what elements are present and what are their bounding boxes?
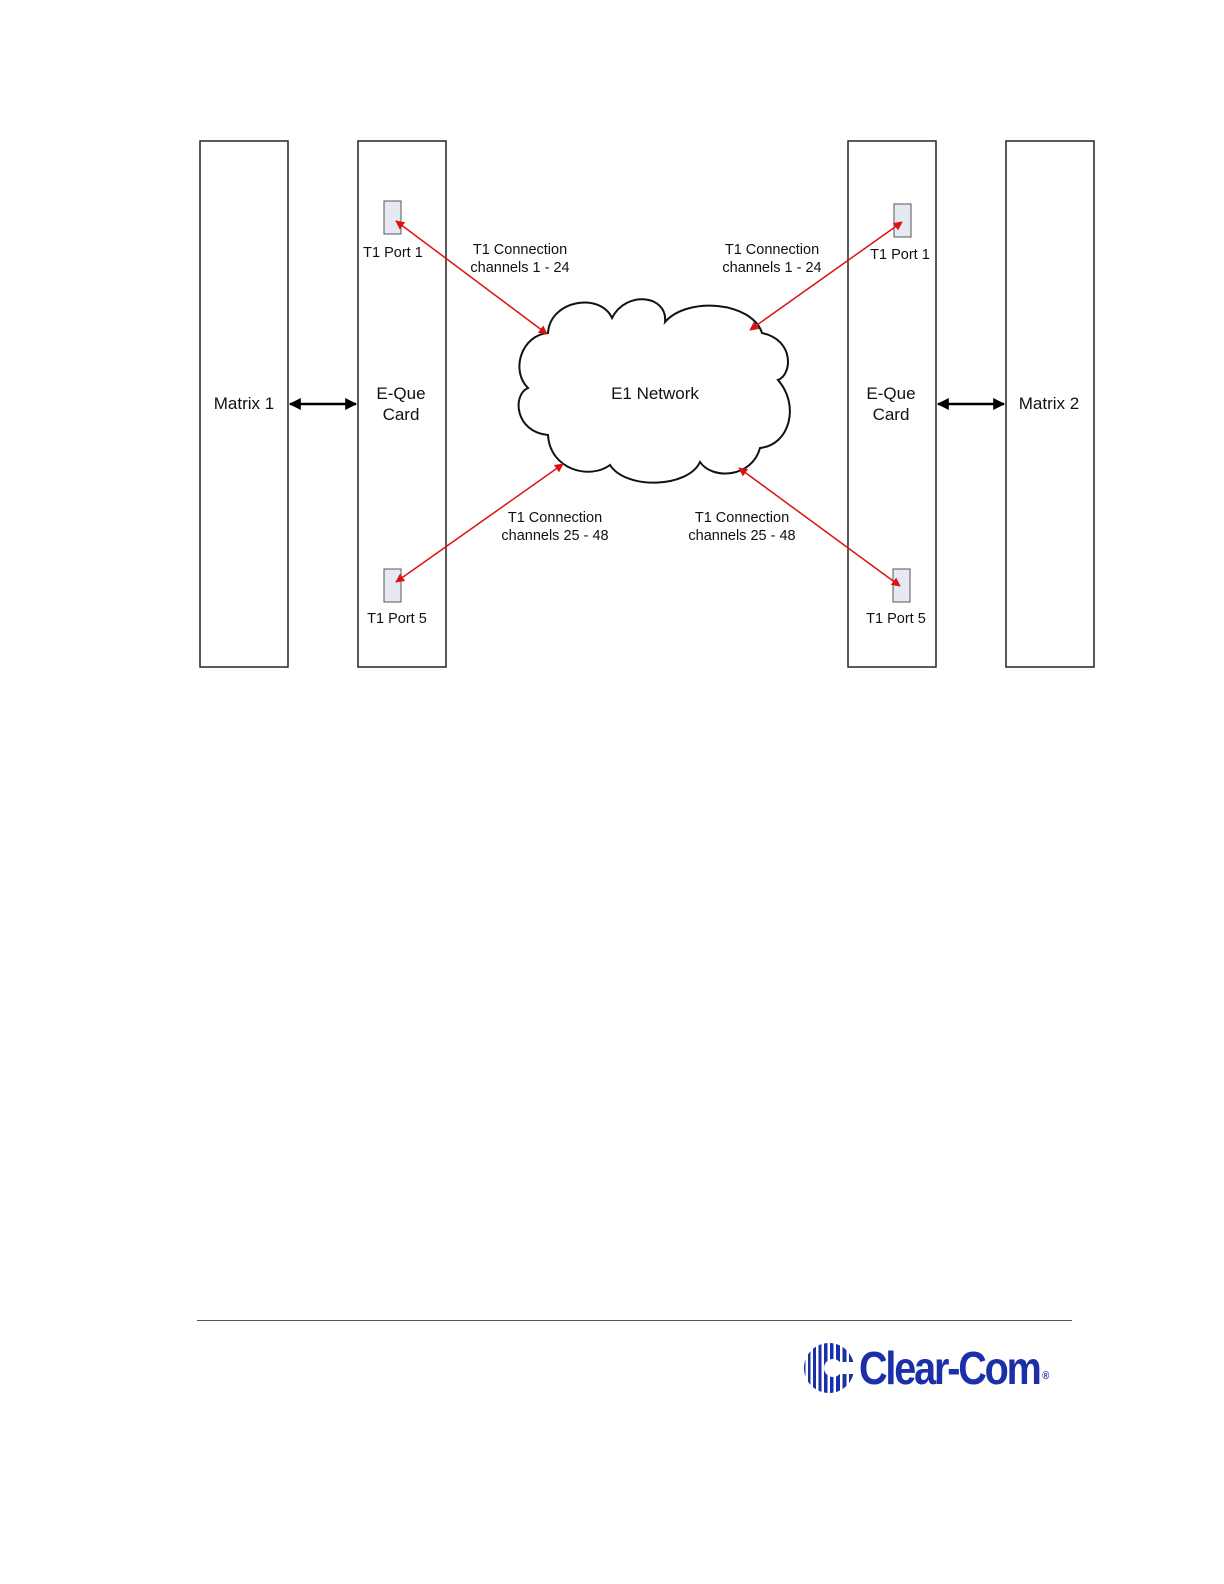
left-t1-port-5	[384, 569, 401, 602]
matrix-2-label: Matrix 2	[1018, 394, 1080, 413]
left-t1-port-5-label: T1 Port 5	[367, 611, 427, 627]
clear-com-wordmark	[859, 1340, 1050, 1396]
footer-rule	[197, 1320, 1072, 1321]
conn-top-right-label-2: channels 1 - 24	[722, 260, 822, 276]
eque-card-left-box	[358, 141, 446, 667]
conn-bottom-left-label-1: T1 Connection	[507, 510, 603, 526]
eque-card-right-label-1: E-Que	[866, 384, 916, 403]
right-t1-port-5	[893, 569, 910, 602]
left-t1-port-1	[384, 201, 401, 234]
e1-network-label: E1 Network	[611, 384, 699, 403]
eque-card-right-box	[848, 141, 936, 667]
registered-mark: ®	[1042, 1370, 1050, 1382]
matrix-1-label: Matrix 1	[213, 394, 275, 413]
right-t1-port-1-label: T1 Port 1	[870, 247, 930, 263]
clear-com-logo	[803, 1340, 1063, 1396]
right-t1-port-1	[894, 204, 911, 237]
conn-top-left-label-2: channels 1 - 24	[470, 260, 570, 276]
conn-top-right-label-1: T1 Connection	[724, 242, 820, 258]
left-t1-port-1-label: T1 Port 1	[363, 245, 423, 261]
conn-bottom-right-label-2: channels 25 - 48	[688, 528, 796, 544]
network-diagram	[0, 0, 1224, 700]
eque-card-right-label-2: Card	[872, 405, 910, 424]
eque-card-left-label-1: E-Que	[376, 384, 426, 403]
conn-bottom-left-label-2: channels 25 - 48	[501, 528, 609, 544]
conn-top-left-label-1: T1 Connection	[472, 242, 568, 258]
conn-bottom-right-label-1: T1 Connection	[694, 510, 790, 526]
right-t1-port-5-label: T1 Port 5	[866, 611, 926, 627]
eque-card-left-label-2: Card	[382, 405, 420, 424]
clear-com-emblem-icon	[803, 1340, 855, 1396]
logo-text: Clear-Com	[859, 1342, 1040, 1394]
